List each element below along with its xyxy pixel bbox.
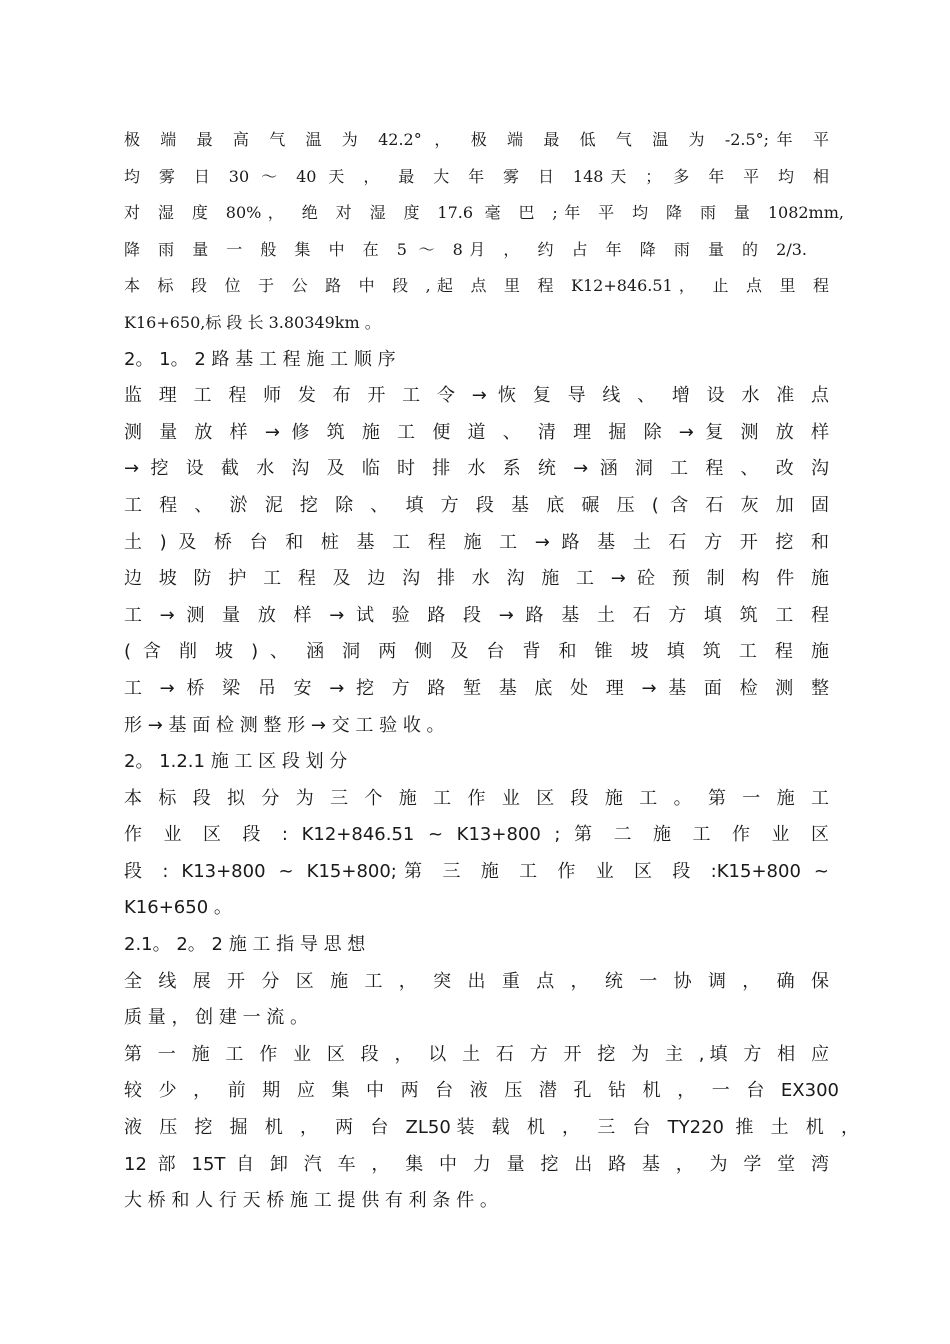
text-line: 工 → 测 量 放 样 → 试 验 路 段 → 路 基 土 石 方 填 筑 工 程: [124, 604, 829, 626]
text-line: 本 标 段 拟 分 为 三 个 施 工 作 业 区 段 施 工 。 第 一 施 工: [124, 787, 829, 809]
text-line: 工 程 、 淤 泥 挖 除 、 填 方 段 基 底 碾 压 ( 含 石 灰 加 固: [124, 494, 829, 516]
text-line: K16+650,标 段 长 3.80349km 。: [124, 312, 381, 332]
text-line: 较 少 ， 前 期 应 集 中 两 台 液 压 潜 孔 钻 机 ， 一 台 EX300: [124, 1080, 839, 1102]
text-line: 测 量 放 样 → 修 筑 施 工 便 道 、 清 理 掘 除 → 复 测 放 样: [124, 421, 829, 443]
text-line: 降 雨 量 一 般 集 中 在 5 ～ 8月 ， 约 占 年 降 雨 量 的 2/3.: [124, 239, 807, 259]
text-line: 第 一 施 工 作 业 区 段 ， 以 土 石 方 开 挖 为 主 ,填 方 相 应: [124, 1043, 829, 1065]
text-line: 作 业 区 段 : K12+846.51 ~ K13+800 ; 第 二 施 工 作 业 区: [124, 824, 829, 846]
text-line: ( 含 削 坡 ) 、 涵 洞 两 侧 及 台 背 和 锥 坡 填 筑 工 程 施: [124, 641, 829, 663]
text-line: 液 压 挖 掘 机 ， 两 台 ZL50装 载 机 ， 三 台 TY220 推 土 机 ，: [124, 1117, 859, 1139]
text-line: 12 部 15T 自 卸 汽 车 ， 集 中 力 量 挖 出 路 基 ， 为 学 堂 湾: [124, 1153, 829, 1175]
text-line: 本 标 段 位 于 公 路 中 段 ,起 点 里 程 K12+846.51， 止 点 里 程: [124, 276, 829, 296]
section-heading: 2。 1.2.1 施 工 区 段 划 分: [124, 751, 348, 773]
text-line: 对 湿 度 80%， 绝 对 湿 度 17.6 毫 巴 ;年 平 均 降 雨 量 1082mm,: [124, 203, 844, 223]
text-line: 边 坡 防 护 工 程 及 边 沟 排 水 沟 施 工 → 砼 预 制 构 件 施: [124, 568, 829, 590]
text-line: 极 端 最 高 气 温 为 42.2° ， 极 端 最 低 气 温 为 -2.5°;年 平: [124, 130, 829, 149]
text-line: 工 → 桥 梁 吊 安 → 挖 方 路 堑 基 底 处 理 → 基 面 检 测 整: [124, 677, 829, 699]
text-line: 均 雾 日 30 ～ 40 天 ， 最 大 年 雾 日 148天 ； 多 年 平 均 相: [124, 166, 829, 186]
text-line: 质 量 ， 创 建 一 流 。: [124, 1007, 309, 1029]
text-line: 全 线 展 开 分 区 施 工 ， 突 出 重 点 ， 统 一 协 调 ， 确 保: [124, 970, 829, 992]
text-line: 土 ) 及 桥 台 和 桩 基 工 程 施 工 → 路 基 土 石 方 开 挖 和: [124, 531, 829, 553]
text-line: → 挖 设 截 水 沟 及 临 时 排 水 系 统 → 涵 洞 工 程 、 改 沟: [124, 458, 829, 480]
section-heading: 2.1。 2。 2 施 工 指 导 思 想: [124, 934, 366, 956]
text-line: 形 → 基 面 检 测 整 形 → 交 工 验 收 。: [124, 714, 445, 736]
text-line: 段 : K13+800 ~ K15+800;第 三 施 工 作 业 区 段 :K15+800 ~: [124, 860, 829, 882]
text-line: 大 桥 和 人 行 天 桥 施 工 提 供 有 利 条 件 。: [124, 1190, 498, 1212]
document-body: [124, 122, 859, 1220]
text-line: 监 理 工 程 师 发 布 开 工 令 → 恢 复 导 线 、 增 设 水 准 点: [124, 385, 829, 407]
text-line: K16+650 。: [124, 897, 232, 919]
section-heading: 2。 1。 2 路 基 工 程 施 工 顺 序: [124, 348, 396, 370]
